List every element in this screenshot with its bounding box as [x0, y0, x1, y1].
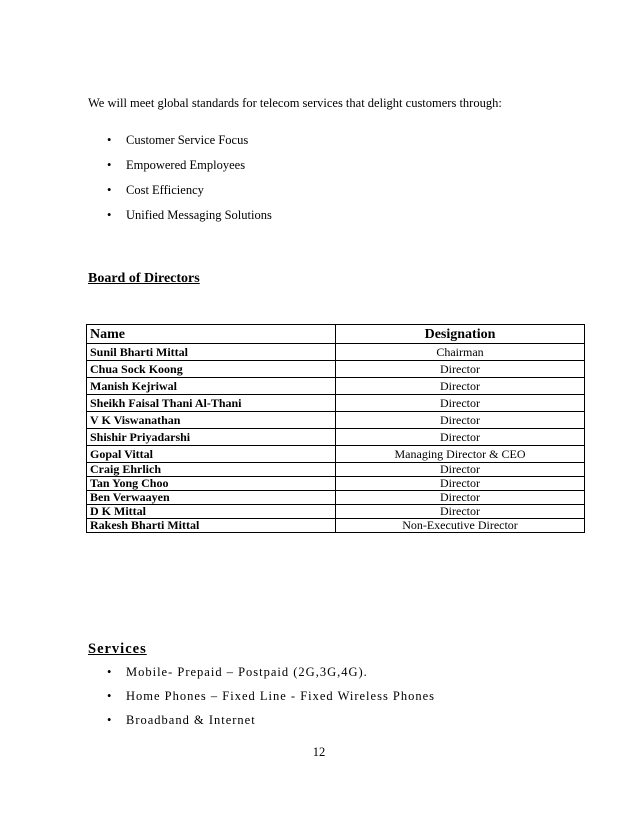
bullet-icon: • [107, 713, 113, 727]
director-designation: Director [336, 361, 585, 378]
focus-area-text: Unified Messaging Solutions [126, 208, 272, 222]
director-designation: Director [336, 505, 585, 519]
list-item [107, 157, 272, 182]
table-row [87, 446, 585, 463]
director-designation: Director [336, 463, 585, 477]
bullet-icon: • [107, 133, 112, 147]
services-heading: Services [88, 641, 147, 657]
focus-area-text: Customer Service Focus [126, 133, 249, 147]
focus-area-text: Empowered Employees [126, 158, 246, 172]
director-name: Tan Yong Choo [87, 477, 336, 491]
page-number: 12 [312, 745, 326, 759]
list-item [107, 207, 272, 232]
table-row [87, 412, 585, 429]
services-list [107, 664, 436, 736]
director-designation: Chairman [336, 344, 585, 361]
bullet-icon: • [107, 158, 112, 172]
focus-area-text: Cost Efficiency [126, 183, 204, 197]
director-name: Gopal Vittal [87, 446, 336, 463]
table-row [87, 395, 585, 412]
director-name: Shishir Priyadarshi [87, 429, 336, 446]
column-header-name: Name [87, 325, 336, 344]
table-row [87, 519, 585, 533]
table-header-row [87, 325, 585, 344]
board-of-directors-heading: Board of Directors [88, 271, 200, 286]
list-item [107, 712, 435, 736]
director-designation: Director [336, 491, 585, 505]
table-row [87, 378, 585, 395]
director-name: Craig Ehrlich [87, 463, 336, 477]
column-header-designation: Designation [336, 325, 585, 344]
table-row [87, 477, 585, 491]
director-name: V K Viswanathan [87, 412, 336, 429]
table-row [87, 361, 585, 378]
director-name: D K Mittal [87, 505, 336, 519]
director-designation: Director [336, 395, 585, 412]
director-designation: Director [336, 477, 585, 491]
director-designation: Non-Executive Director [336, 519, 585, 533]
table-row [87, 463, 585, 477]
service-text: Mobile- Prepaid – Postpaid (2G,3G,4G). [126, 665, 368, 679]
director-designation: Director [336, 429, 585, 446]
director-name: Sheikh Faisal Thani Al-Thani [87, 395, 336, 412]
list-item [107, 132, 272, 157]
table-row [87, 429, 585, 446]
director-name: Sunil Bharti Mittal [87, 344, 336, 361]
director-designation: Director [336, 378, 585, 395]
table-row [87, 505, 585, 519]
director-name: Rakesh Bharti Mittal [87, 519, 336, 533]
list-item [107, 664, 435, 688]
service-text: Home Phones – Fixed Line - Fixed Wireless Phones [126, 689, 436, 703]
bullet-icon: • [107, 208, 112, 222]
list-item [107, 182, 272, 207]
director-name: Chua Sock Koong [87, 361, 336, 378]
service-text: Broadband & Internet [126, 713, 256, 727]
director-name: Ben Verwaayen [87, 491, 336, 505]
director-name: Manish Kejriwal [87, 378, 336, 395]
bullet-icon: • [107, 665, 113, 679]
director-designation: Director [336, 412, 585, 429]
board-of-directors-table [86, 324, 585, 533]
bullet-icon: • [107, 689, 113, 703]
table-row [87, 344, 585, 361]
intro-paragraph: We will meet global standards for telecom services that delight customers through: [88, 96, 502, 110]
list-item [107, 688, 436, 712]
table-row [87, 491, 585, 505]
bullet-icon: • [107, 183, 112, 197]
focus-areas-list [107, 132, 272, 232]
director-designation: Managing Director & CEO [336, 446, 585, 463]
